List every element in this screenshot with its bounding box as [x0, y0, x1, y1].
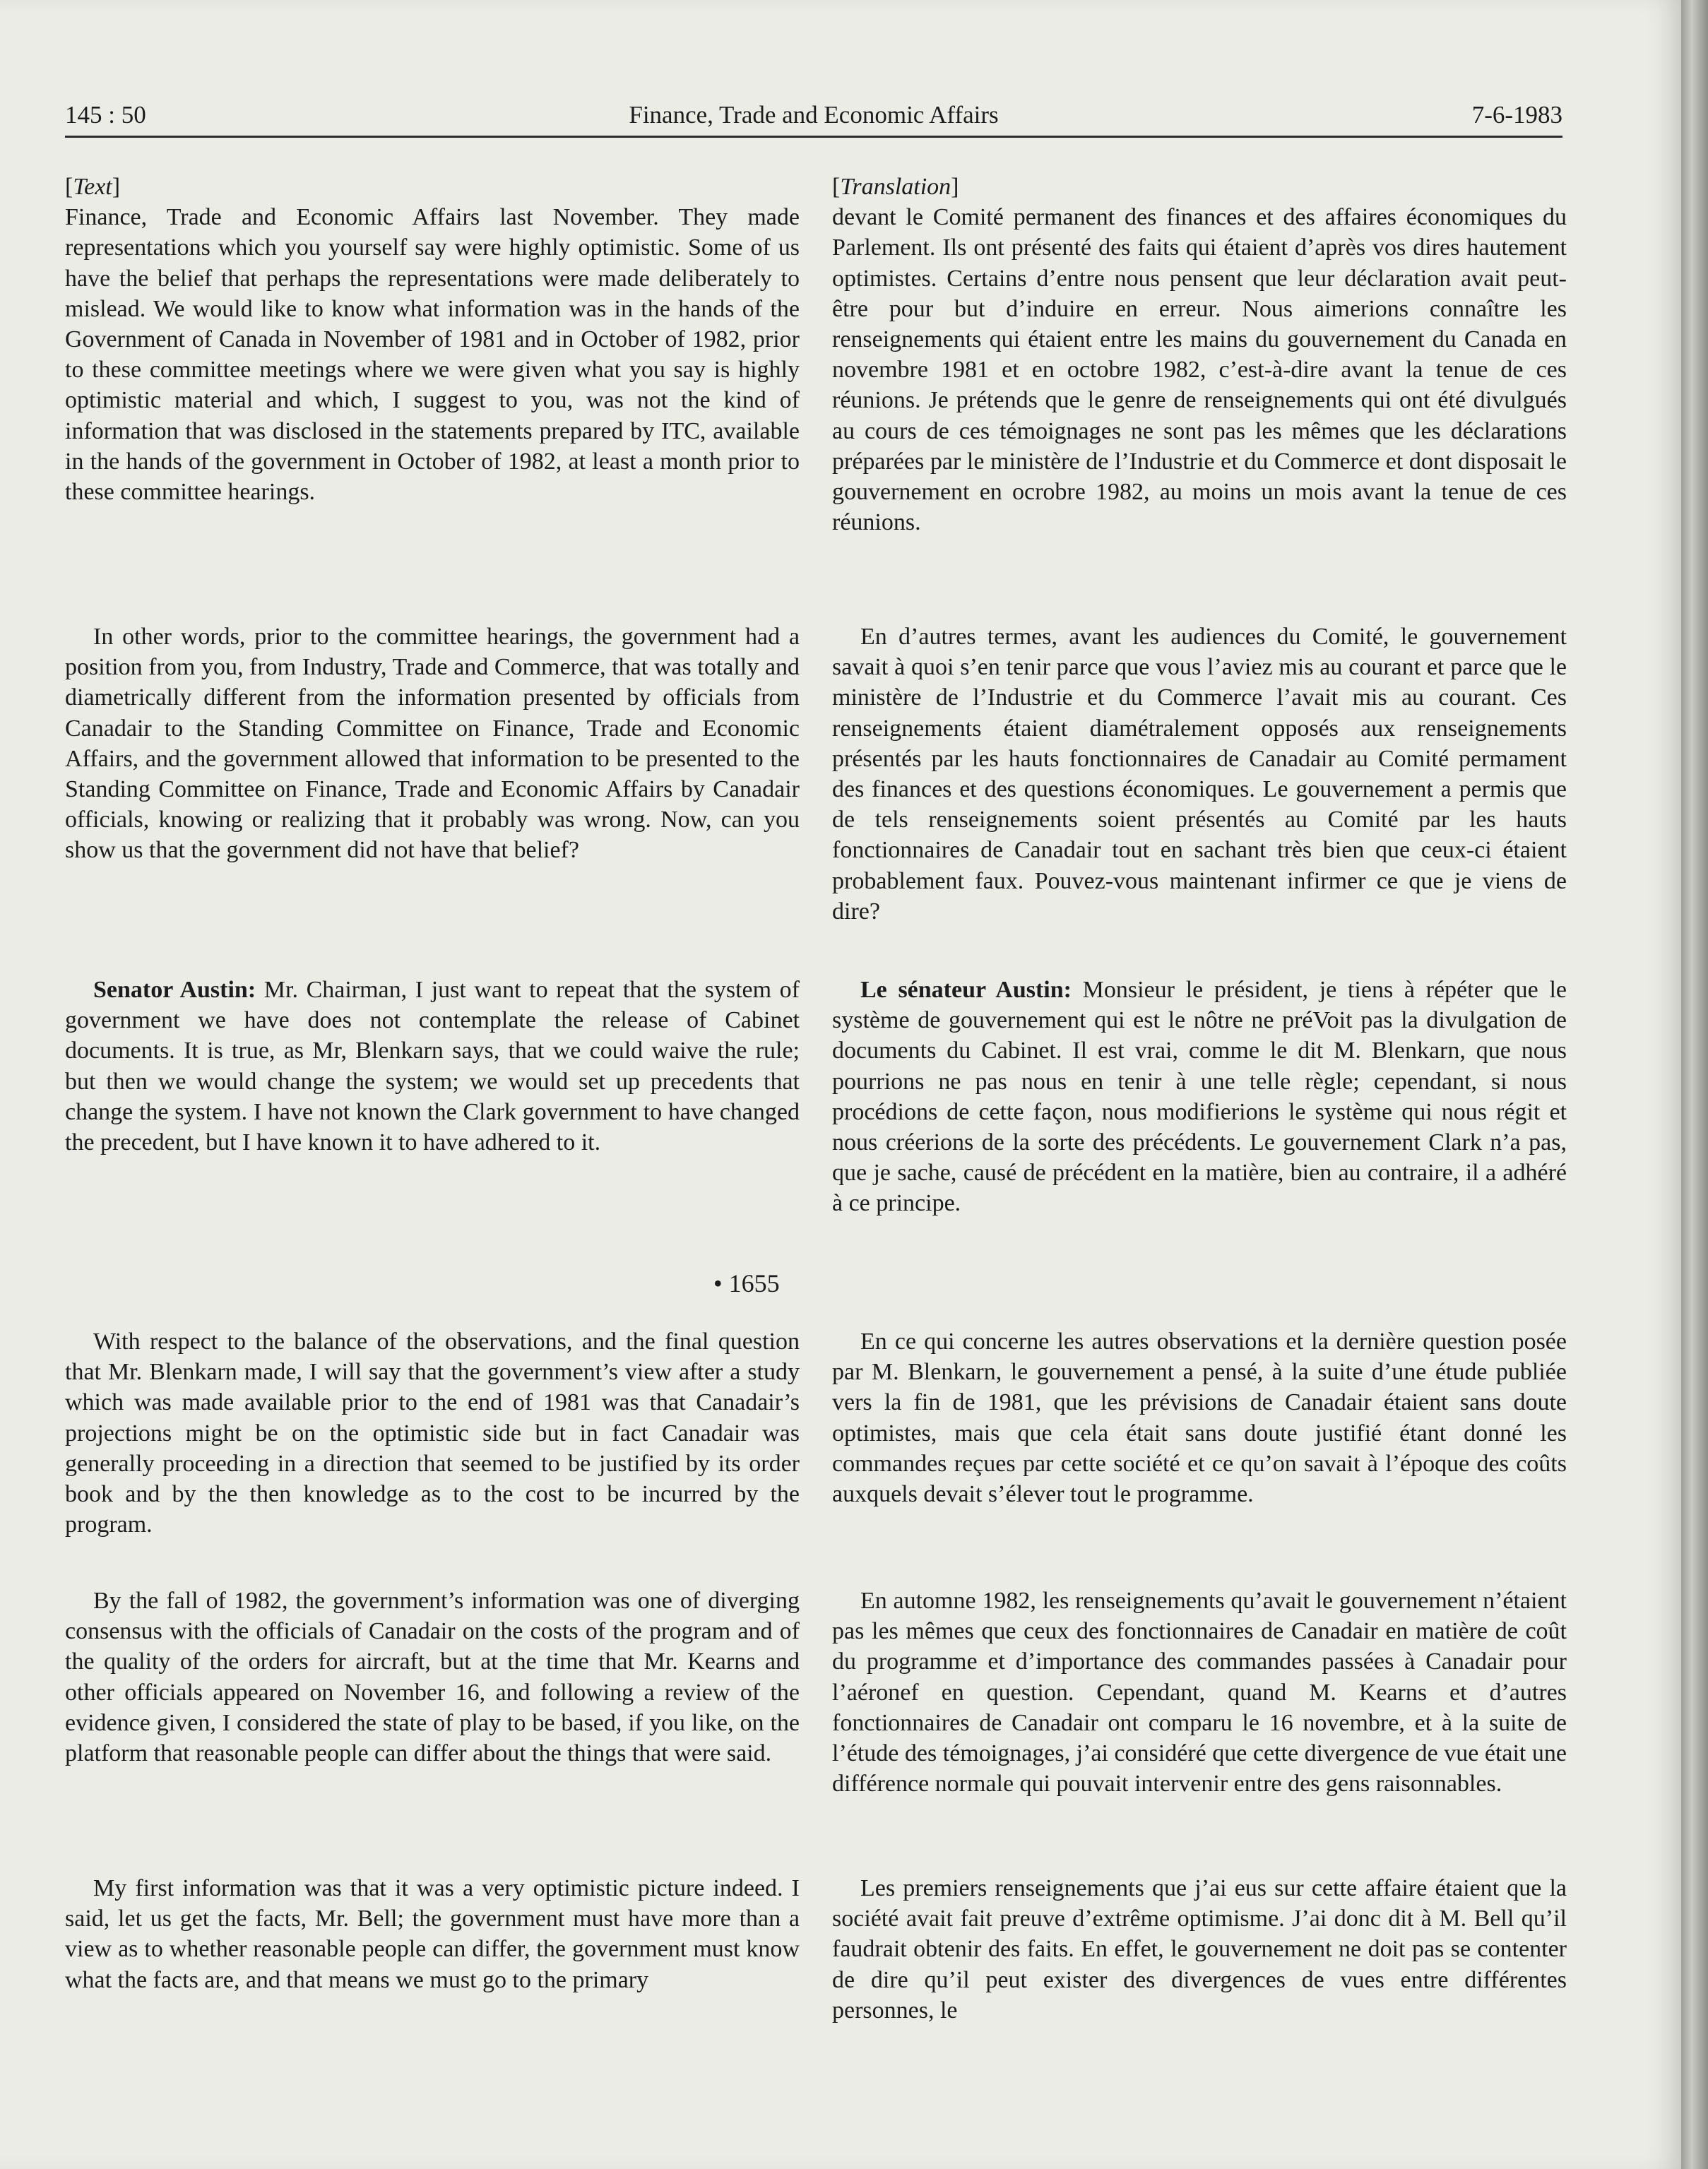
paragraph: En automne 1982, les renseignements qu’avait le gouvernement n’étaient pas les mêmes que ceux des fonctionnaires de Canadair en matière de coût du programme et d’importance des commandes passées à Canadair pour l’aéronef en question. Cependant, quand M. Kearns et d’autres fonctionnaires de Canadair ont comparu le 16 novembre, et à la suite de l’étude des témoignages, j’ai considéré que cette divergence de vue était une différence normale qui pouvait intervenir entre des gens raisonnables.	[832, 1588, 1567, 1797]
paragraph: En d’autres termes, avant les audiences du Comité, le gouvernement savait à quoi s’en tenir parce que vous l’aviez mis au courant et parce que le ministère de l’Industrie et du Commerce l’avait mis au courant. Ces renseignements étaient diamétralement opposés aux renseignements présentés par les hauts fonctionnaires de Canadair au Comité permament des finances et des questions économiques. Le gouvernement a permis que de tels renseignements soient présentés au Comité par les hauts fonctionnaires de Canadair tout en sachant très bien que ceux-ci étaient probablement faux. Pouvez-vous maintenant infirmer ce que je viens de dire?	[832, 624, 1567, 925]
french-paragraph-3	[832, 975, 1567, 1219]
english-paragraph-2	[65, 622, 800, 866]
header-rule	[65, 136, 1562, 138]
column-label: [Translation]	[832, 174, 959, 200]
english-paragraph-5	[65, 1586, 800, 1769]
speaker-name: Senator Austin:	[93, 977, 256, 1003]
english-column	[65, 172, 800, 507]
speaker-name: Le sénateur Austin:	[860, 977, 1072, 1003]
time-marker: • 1655	[713, 1269, 780, 1297]
paragraph: By the fall of 1982, the government’s information was one of diverging consensus with the officials of Canadair on the costs of the program and of the quality of the orders for aircraft, but at the time that Mr. Kearns and other officials appeared on November 16, and following a review of the evidence given, I considered the state of play to be based, if you like, on the platform that reasonable people can differ about the things that were said.	[65, 1588, 800, 1767]
paragraph: Les premiers renseignements que j’ai eus sur cette affaire étaient que la société avait fait preuve d’extrême optimisme. J’ai donc dit à M. Bell qu’il faudrait obtenir des faits. En effet, le gouvernement ne doit pas se contenter de dire qu’il peut exister des divergences de vues entre différentes personnes, le	[832, 1875, 1567, 2024]
paragraph: In other words, prior to the committee hearings, the government had a position from you, from Industry, Trade and Commerce, that was totally and diametrically different from the information presented by officials from Canadair to the Standing Committee on Finance, Trade and Economic Affairs, and the government allowed that information to be presented to the Standing Committee on Finance, Trade and Economic Affairs by Canadair officials, knowing or realizing that it probably was wrong. Now, can you show us that the government did not have that belief?	[65, 624, 800, 864]
paragraph: My first information was that it was a very optimistic picture indeed. I said, let us get the facts, Mr. Bell; the government must have more than a view as to whether reasonable people can differ, the government must know what the facts are, and that means we must go to the primary	[65, 1875, 800, 1993]
page-edge	[1681, 0, 1708, 2169]
paragraph: Le sénateur Austin: Monsieur le président, je tiens à répéter que le système de gouvernement qui est le nôtre ne préVoit pas la divulgation de documents du Cabinet. Il est vrai, comme le dit M. Blenkarn, que nous pourrions ne pas nous en tenir à une telle règle; cependant, si nous procédions de cette façon, nous modifierions le système qui nous régit et nous créerions de la sorte des précédents. Le gouvernement Clark n’a pas, que je sache, causé de précédent en la matière, bien au contraire, il a adhéré à ce principe.	[832, 977, 1567, 1217]
page-reference: 145 : 50	[65, 101, 146, 129]
header-date: 7-6-1983	[1471, 101, 1562, 129]
header-title: Finance, Trade and Economic Affairs	[629, 101, 999, 129]
french-paragraph-6	[832, 1873, 1567, 2026]
english-paragraph-3	[65, 975, 800, 1158]
paragraph: Finance, Trade and Economic Affairs last November. They made representations which you yourself say were highly optimistic. Some of us have the belief that perhaps the representations were made deliberately to mislead. We would like to know what information was in the hands of the Government of Canada in November of 1981 and in October of 1982, prior to these committee meetings where we were given what you say is highly optimistic material and which, I suggest to you, was not the kind of information that was disclosed in the statements prepared by ITC, available in the hands of the government in October of 1982, at least a month prior to these committee hearings.	[65, 204, 800, 506]
paragraph: devant le Comité permanent des finances et des affaires économiques du Parlement. Ils ont présenté des faits qui étaient d’après vos dires hautement optimistes. Certains d’entre nous pensent que leur déclaration avait peut-être pour but d’induire en erreur. Nous aimerions connaître les renseignements qui étaient entre les mains du gouvernement du Canada en novembre 1981 et en octobre 1982, c’est-à-dire avant la tenue de ces réunions. Je prétends que le genre de renseignements qui ont été divulgués au cours de ces témoignages ne sont pas les mêmes que les déclarations préparées par le ministère de l’Industrie et du Commerce et dont disposait le gouvernement en ocrobre 1982, au moins un mois avant la tenue de ces réunions.	[832, 204, 1567, 536]
french-paragraph-5	[832, 1586, 1567, 1799]
french-column	[832, 172, 1567, 537]
paragraph: With respect to the balance of the observations, and the final question that Mr. Blenkarn made, I will say that the government’s view after a study which was made available prior to the end of 1981 was that Canadair’s projections might be on the optimistic side but in fact Canadair was generally proceeding in a direction that seemed to be justified by its order book and by the then knowledge as to the cost to be incurred by the program.	[65, 1329, 800, 1538]
english-paragraph-4	[65, 1326, 800, 1540]
paragraph: En ce qui concerne les autres observations et la dernière question posée par M. Blenkarn, le gouvernement a pensé, à la suite d’une étude publiée vers la fin de 1981, que les prévisions de Canadair étaient sans doute optimistes, mais que cela était sans doute justifié étant donné les commandes reçues par cette société et ce qu’on savait à l’époque des coûts auxquels devait s’élever tout le programme.	[832, 1329, 1567, 1508]
english-paragraph-6	[65, 1873, 800, 1995]
french-paragraph-2	[832, 622, 1567, 927]
column-label: [Text]	[65, 174, 121, 200]
french-paragraph-4	[832, 1326, 1567, 1509]
paragraph: Senator Austin: Mr. Chairman, I just want to repeat that the system of government we have does not contemplate the release of Cabinet documents. It is true, as Mr, Blenkarn says, that we could waive the rule; but then we would change the system; we would set up precedents that change the system. I have not known the Clark government to have changed the precedent, but I have known it to have adhered to it.	[65, 977, 800, 1156]
running-header	[65, 97, 1562, 136]
